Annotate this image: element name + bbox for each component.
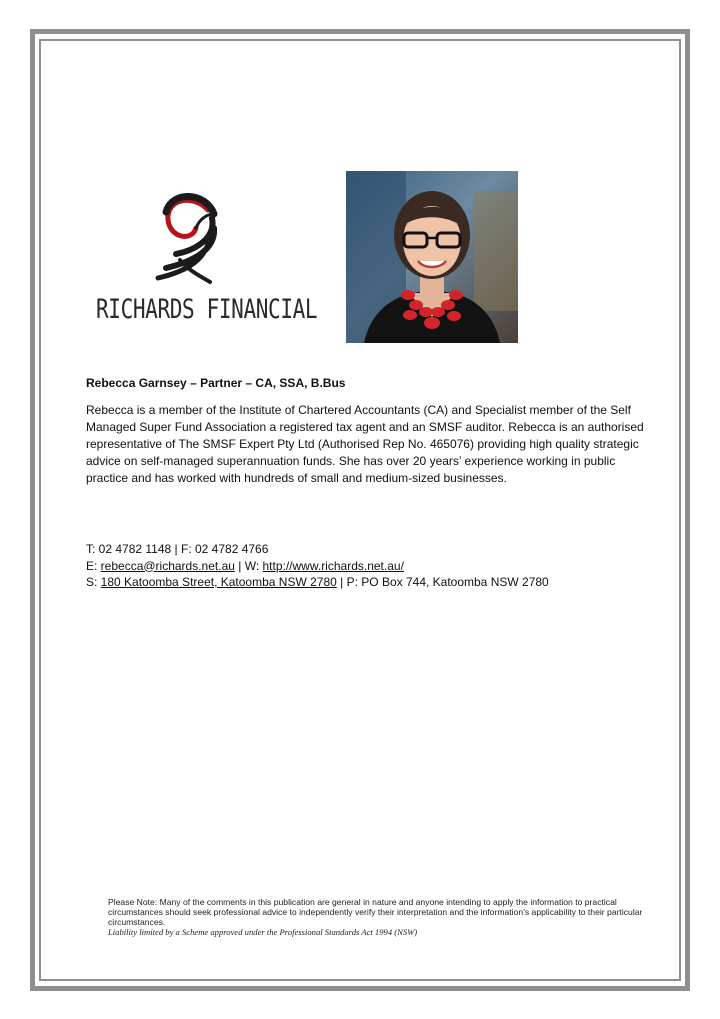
contact-address-line — [86, 574, 549, 591]
liability-text: Liability limited by a Scheme approved under the Professional Standards Act 1994 (NSW) — [108, 927, 418, 937]
web-label: W: — [244, 558, 263, 573]
profile-bio: Rebecca is a member of the Institute of Chartered Accountants (CA) and Specialist member of the Self Managed Super Fund Association a registered tax agent and an SMSF auditor. Rebecca is an authorised representative of The SMSF Expert Pty Ltd (Authorised Rep No. 465076) providing high quality strategic advice on self-managed superannuation funds. She has over 20 years’ experience working in public practice and has worked with hundreds of small and medium-sized businesses. — [86, 403, 644, 485]
contact-phone-line — [86, 541, 549, 558]
fax-label: F: — [180, 542, 195, 556]
separator: | — [171, 542, 181, 556]
phone-number: 02 4782 1148 — [98, 542, 172, 556]
website-link[interactable]: http://www.richards.net.au/ — [262, 558, 404, 573]
disclaimer-footer — [108, 897, 648, 937]
disclaimer-text: Please Note: Many of the comments in this publication are general in nature and anyone intending to apply the information to practical circumstances should seek professional advice to independently verify their interpretation and the information’s applicability to their particular circumstances. — [108, 897, 643, 927]
email-label: E: — [86, 558, 101, 573]
contact-details — [86, 541, 549, 591]
phone-label: T: — [86, 542, 99, 556]
street-label: S: — [86, 575, 101, 589]
separator: | — [336, 575, 347, 589]
separator: | — [234, 558, 245, 573]
fax-number: 02 4782 4766 — [194, 542, 269, 556]
company-logo — [96, 188, 318, 338]
po-label: P: — [346, 575, 362, 589]
swirl-logo-icon — [96, 188, 292, 288]
logo-wordmark: RICHARDS FINANCIAL — [96, 294, 318, 325]
po-box: PO Box 744, Katoomba NSW 2780 — [361, 575, 549, 589]
contact-email-line — [86, 558, 549, 575]
profile-name-title: Rebecca Garnsey – Partner – CA, SSA, B.Bus — [86, 376, 346, 390]
profile-section — [86, 376, 646, 487]
street-address-link[interactable]: 180 Katoomba Street, Katoomba NSW 2780 — [100, 575, 337, 589]
portrait-photo — [346, 171, 518, 343]
email-link[interactable]: rebecca@richards.net.au — [100, 558, 235, 573]
